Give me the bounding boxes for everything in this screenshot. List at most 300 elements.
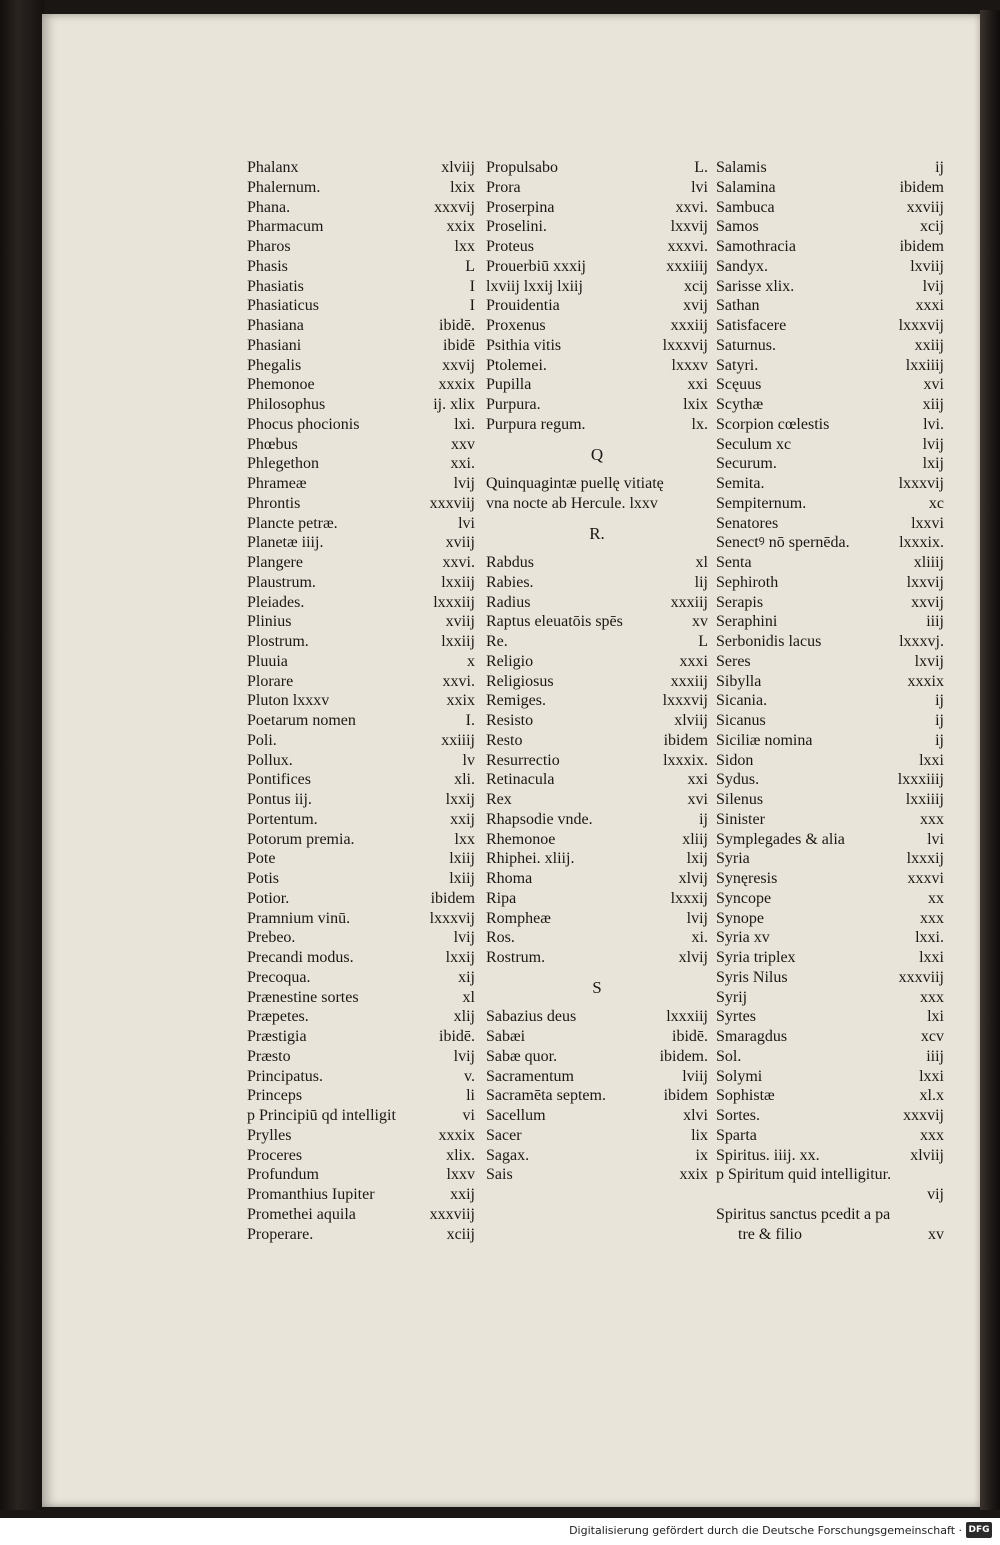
index-entry [486, 158, 708, 178]
index-term: Rhemonoe [486, 830, 556, 848]
index-ref: xviij [445, 534, 475, 552]
index-ref: x [467, 652, 475, 670]
index-term: Profundum [247, 1166, 319, 1184]
index-term: Pollux. [247, 751, 293, 769]
index-term: Phemonoe [247, 376, 315, 394]
index-ref: iiij [926, 1047, 944, 1065]
index-entry [716, 1086, 944, 1106]
index-term: Sparta [716, 1126, 757, 1144]
index-entry [716, 435, 944, 455]
index-entry [247, 395, 475, 415]
index-entry [247, 1106, 475, 1126]
index-entry [486, 257, 708, 277]
index-entry [247, 672, 475, 692]
index-ref: I [469, 297, 475, 315]
index-ref: L. [694, 159, 708, 176]
index-ref: lvij [686, 909, 708, 927]
index-entry [486, 1106, 708, 1126]
index-entry [486, 731, 708, 751]
index-entry [716, 909, 944, 929]
index-entry [716, 1007, 944, 1027]
index-entry [247, 790, 475, 810]
index-term: Potis [247, 870, 280, 887]
index-ref: xlvij [678, 870, 708, 887]
index-entry [486, 751, 708, 771]
index-ref: xxij [450, 1186, 475, 1203]
index-entry [247, 573, 475, 593]
index-term: Pontifices [247, 771, 311, 789]
index-ref: xl [695, 554, 708, 571]
index-term: Rhapsodie vnde. [486, 810, 593, 828]
index-entry [716, 1067, 944, 1087]
index-ref: xxx [920, 988, 944, 1006]
index-ref: xxx [920, 1126, 944, 1144]
index-ref: lvi [458, 514, 475, 532]
index-entry [716, 968, 944, 988]
index-entry [716, 691, 944, 711]
index-ref: xxxiij [670, 593, 708, 611]
index-entry [716, 790, 944, 810]
index-term: Sicania. [716, 692, 768, 710]
index-ref: xviij [445, 613, 475, 631]
index-term: Phlegethon [247, 455, 319, 473]
index-term: Phrameæ [247, 475, 307, 492]
index-term: Rabies. [486, 573, 534, 591]
index-entry [716, 415, 944, 435]
index-ref: xxxviij [898, 968, 944, 986]
index-term: Rostrum. [486, 949, 546, 966]
index-entry [247, 889, 475, 909]
index-entry [716, 1146, 944, 1166]
index-term: Ripa [486, 889, 517, 907]
index-entry [716, 395, 944, 415]
index-term: Proteus [486, 238, 534, 255]
index-entry [716, 217, 944, 237]
index-ref: lxxiij [441, 573, 475, 591]
funding-notice: Digitalisierung gefördert durch die Deutsche Forschungsgemeinschaft · [569, 1524, 962, 1537]
index-entry [486, 948, 708, 968]
index-entry [247, 296, 475, 316]
index-entry [716, 336, 944, 356]
index-ref: lxij [922, 455, 944, 473]
index-entry [716, 514, 944, 534]
index-term: Religiosus [486, 672, 554, 690]
index-ref: ij. xlix [433, 396, 475, 413]
index-ref: ij [935, 731, 944, 749]
index-entry [247, 198, 475, 218]
index-entry [247, 612, 475, 632]
index-ref: ij [699, 810, 708, 828]
index-ref: xxx [920, 810, 944, 828]
index-term: Sagax. [486, 1146, 530, 1164]
index-term: Re. [486, 633, 508, 650]
index-term: Resisto [486, 712, 534, 729]
index-ref: ibidē. [439, 1028, 475, 1045]
index-entry [247, 533, 475, 553]
index-ref: xxiiij [441, 731, 475, 749]
index-ref: lxxvi [911, 514, 944, 532]
index-term: Spiritus sanctus pcedit a pa [716, 1205, 891, 1223]
index-entry [486, 909, 708, 929]
index-term: Phrontis [247, 494, 301, 512]
index-entry [716, 751, 944, 771]
index-ref: xvi [687, 791, 708, 808]
index-term: Sathan [716, 297, 760, 315]
index-term: Synope [716, 909, 764, 927]
index-entry [716, 889, 944, 909]
index-ref: lxxxij [906, 850, 944, 868]
index-ref: lxxiiij [905, 791, 944, 808]
index-term: Phasis [247, 257, 288, 275]
index-term: Prebeo. [247, 929, 296, 947]
index-term: Phasiani [247, 336, 302, 354]
index-ref: xxxiij [670, 672, 708, 690]
index-term: Rompheæ [486, 909, 551, 927]
index-term: Sidon [716, 751, 754, 769]
index-ref: xliiij [913, 554, 944, 571]
index-term: Sydus. [716, 771, 760, 789]
index-term: Syria xv [716, 929, 770, 947]
index-term: Sais [486, 1166, 513, 1184]
index-term: p Spiritum quid intelligitur. [716, 1166, 892, 1184]
index-term: Promethei aquila [247, 1205, 356, 1223]
index-term: Plancte petræ. [247, 514, 338, 532]
index-entry [486, 415, 708, 435]
index-term: Senatores [716, 514, 779, 532]
index-term: Sol. [716, 1047, 742, 1065]
index-ref: lxxiiij [905, 356, 944, 374]
index-ref: ibidem [899, 178, 944, 196]
index-term: Serbonidis lacus [716, 633, 822, 650]
index-ref: xl.x [919, 1087, 944, 1105]
index-ref: xlviij [674, 712, 708, 729]
index-entry [247, 849, 475, 869]
index-ref: xcv [920, 1028, 944, 1045]
index-entry [247, 1007, 475, 1027]
index-term: Semita. [716, 475, 765, 492]
index-ref: lxxxvij [662, 336, 708, 354]
index-ref: lxxi [919, 1067, 944, 1085]
index-term: Sinister [716, 810, 765, 828]
index-ref: xvij [683, 297, 708, 315]
index-term: Sarisse xlix. [716, 277, 795, 295]
index-ref: lxxij [445, 949, 475, 966]
index-term: Purpura regum. [486, 415, 586, 433]
index-ref: lvij [922, 435, 944, 453]
index-entry [247, 1185, 475, 1205]
index-ref: ij [935, 159, 944, 176]
index-term: Syrtes [716, 1008, 756, 1026]
index-term: p Principiū qd intelligit [247, 1107, 396, 1124]
index-entry [486, 296, 708, 316]
q-entry-line-2: vna nocte ab Hercule. lxxv [486, 494, 658, 512]
index-entry [486, 830, 708, 850]
index-ref: lvij [453, 475, 475, 492]
index-entry [247, 514, 475, 534]
index-term: Principatus. [247, 1067, 323, 1085]
index-entry [247, 158, 475, 178]
index-entry [247, 751, 475, 771]
index-entry [716, 632, 944, 652]
index-ref: ibidē. [672, 1028, 708, 1045]
index-entry [486, 553, 708, 573]
index-ref: lxviij [910, 257, 944, 275]
index-entry [486, 1086, 708, 1106]
index-entry [486, 356, 708, 376]
index-entry [486, 217, 708, 237]
index-entry [486, 237, 708, 257]
index-entry [486, 770, 708, 790]
index-term: Phana. [247, 198, 291, 216]
index-entry [716, 375, 944, 395]
index-ref: lxxij [445, 791, 475, 808]
index-ref: ibidem. [659, 1047, 708, 1065]
index-entry [247, 1086, 475, 1106]
index-entry [716, 830, 944, 850]
index-term: Syncope [716, 889, 772, 907]
index-entry [247, 454, 475, 474]
index-term: Resto [486, 731, 523, 749]
index-ref: xciij [446, 1225, 475, 1243]
index-term: Proceres [247, 1146, 303, 1164]
index-term: Syria triplex [716, 949, 796, 966]
index-term: Synęresis [716, 870, 778, 887]
index-ref: lxxxvij [898, 317, 944, 334]
index-ref: ibidē. [439, 317, 475, 334]
index-term: Samos [716, 218, 759, 236]
index-ref: lxxxix. [899, 534, 944, 552]
index-ref: lxxvij [670, 218, 708, 236]
index-ref: xxix [446, 692, 475, 710]
index-term: lxviij lxxij lxiij [486, 277, 583, 295]
index-ref: xlix. [446, 1146, 475, 1164]
index-ref: vij [927, 1186, 944, 1203]
index-ref: xxix [679, 1166, 708, 1184]
index-term: Pharmacum [247, 218, 324, 236]
index-entry [486, 612, 708, 632]
index-term: Phasiatis [247, 277, 304, 295]
index-ref: xxxviij [429, 494, 475, 512]
index-entry [716, 593, 944, 613]
index-term: Pramnium vinū. [247, 909, 351, 927]
index-ref: xxiij [914, 336, 944, 354]
index-term: Sabæ quor. [486, 1047, 558, 1065]
index-entry [247, 474, 475, 494]
index-entry [486, 1165, 708, 1185]
index-ref: lxxxiij [666, 1008, 708, 1026]
index-ref: lxxxix. [663, 751, 708, 769]
index-entry [247, 909, 475, 929]
index-column-3 [716, 158, 944, 1244]
index-entry [716, 1047, 944, 1067]
index-ref: lxxxij [670, 889, 708, 907]
index-term: Rex [486, 791, 512, 808]
index-ref: ibidem [430, 889, 475, 907]
index-ref: lxxi [919, 949, 944, 966]
index-term: Symplegades & alia [716, 830, 845, 848]
index-ref: xi. [691, 929, 708, 947]
index-entry [716, 731, 944, 751]
index-term: Scęuus [716, 376, 762, 394]
index-term: Serapis [716, 593, 764, 611]
index-entry [247, 375, 475, 395]
index-term: Sandyx. [716, 257, 768, 275]
dfg-logo: DFG [966, 1522, 992, 1538]
index-term: Prora [486, 178, 521, 196]
index-entry [716, 1106, 944, 1126]
index-ref: ibidē [443, 336, 475, 354]
index-entry [247, 731, 475, 751]
index-ref: xxv [451, 435, 475, 453]
index-term: Sacer [486, 1126, 522, 1144]
index-entry [486, 336, 708, 356]
index-entry [486, 790, 708, 810]
index-ref: xxx [920, 909, 944, 927]
index-column-2 [486, 158, 708, 1185]
index-ref: lxxvij [906, 573, 944, 591]
index-term: Proxenus [486, 317, 546, 334]
index-term: Plaustrum. [247, 573, 316, 591]
index-term: Sacellum [486, 1107, 546, 1124]
q-entry-line-1: Quinquagintæ puellę vitiatę [486, 475, 664, 492]
index-entry [716, 810, 944, 830]
index-entry [247, 988, 475, 1008]
index-term: Precoqua. [247, 968, 311, 986]
index-entry [486, 810, 708, 830]
index-ref: xlviij [441, 159, 475, 176]
index-term: Sephiroth [716, 573, 779, 591]
page-edge [980, 10, 1000, 1510]
index-ref: xv [928, 1225, 944, 1243]
index-term: Poetarum nomen [247, 712, 356, 729]
index-term: Propulsabo [486, 159, 558, 176]
index-term: Phasiana [247, 317, 304, 334]
index-term: Phalernum. [247, 178, 321, 196]
index-term: Philosophus [247, 396, 326, 413]
index-term: Satisfacere [716, 317, 787, 334]
index-term: Satyri. [716, 356, 759, 374]
index-term: Senectꝰ nō spernēda. [716, 534, 850, 552]
index-term: Seres [716, 652, 751, 670]
index-term: Prænestine sortes [247, 988, 359, 1006]
index-term: Scorpion cœlestis [716, 415, 830, 433]
index-ref: xxxvij [434, 198, 475, 216]
index-entry [486, 277, 708, 297]
index-ref: lxxi [919, 751, 944, 769]
index-ref: lv [462, 751, 475, 769]
index-term: Smaragdus [716, 1028, 788, 1045]
index-entry [716, 454, 944, 474]
index-entry [247, 316, 475, 336]
index-ref: xxvi. [442, 672, 475, 690]
index-ref: xlij [453, 1008, 475, 1026]
index-ref: xcij [684, 277, 708, 295]
index-ref: lxiij [449, 870, 475, 887]
index-term: Salamis [716, 159, 767, 176]
index-ref: xxi [687, 376, 708, 394]
index-entry [486, 632, 708, 652]
index-term: Phalanx [247, 159, 299, 176]
index-ref: xl [462, 988, 475, 1006]
index-term: Senta [716, 554, 752, 571]
index-entry [247, 1165, 475, 1185]
index-ref: L [465, 257, 475, 275]
index-entry [247, 928, 475, 948]
index-entry [716, 494, 944, 514]
index-entry [486, 1007, 708, 1027]
index-term: Præpetes. [247, 1008, 309, 1026]
section-heading-s: S [592, 977, 602, 997]
index-ref: lxij [686, 850, 708, 868]
index-ref: lvij [922, 277, 944, 295]
index-entry [247, 1205, 475, 1225]
index-term: Solymi [716, 1067, 763, 1085]
index-term: Proselini. [486, 218, 547, 236]
index-ref: xlvi [683, 1107, 708, 1124]
index-entry [716, 158, 944, 178]
index-entry [247, 691, 475, 711]
index-ref: lxxiij [441, 633, 475, 650]
index-ref: xxij [450, 810, 475, 828]
index-term: Retinacula [486, 771, 555, 789]
index-ref: xcij [920, 218, 944, 236]
index-term: Proserpina [486, 198, 555, 216]
index-term: Phœbus [247, 435, 298, 453]
index-entry [486, 1047, 708, 1067]
index-term: Planetæ iiij. [247, 534, 324, 552]
index-term: Spiritus. iiij. xx. [716, 1146, 820, 1164]
index-entry [247, 336, 475, 356]
index-term: Syria [716, 850, 750, 868]
index-ref: vi [462, 1107, 475, 1124]
index-entry [247, 652, 475, 672]
index-term: Properare. [247, 1225, 314, 1243]
index-term: Pupilla [486, 376, 532, 394]
index-ref: lxx [454, 830, 475, 848]
index-term: Rhiphei. xliij. [486, 850, 575, 868]
index-entry [247, 632, 475, 652]
index-ref: lxvij [914, 652, 944, 670]
index-entry [247, 217, 475, 237]
section-heading-q: Q [590, 444, 604, 464]
index-term: Saturnus. [716, 336, 776, 354]
index-term: Silenus [716, 791, 764, 808]
index-entry [247, 948, 475, 968]
index-entry [486, 1146, 708, 1166]
index-ref: lxi. [454, 415, 475, 433]
index-term: Sibylla [716, 672, 762, 690]
index-term: Rabdus [486, 554, 534, 571]
index-term: Potorum premia. [247, 830, 355, 848]
index-entry [247, 1047, 475, 1067]
index-term: Pluton lxxxv [247, 692, 330, 710]
index-term: Sortes. [716, 1107, 760, 1124]
index-ref: xlviij [910, 1146, 944, 1164]
index-term: Pote [247, 850, 276, 868]
index-ref: xxi [687, 771, 708, 789]
index-entry [716, 474, 944, 494]
index-ref: xxix [446, 218, 475, 236]
index-term: Radius [486, 593, 531, 611]
index-ref: lvi [691, 178, 708, 196]
index-ref: lxxxv [671, 356, 708, 374]
index-term: Sicanus [716, 712, 766, 729]
index-ref: L [698, 633, 708, 650]
index-entry [247, 178, 475, 198]
index-term: Phegalis [247, 356, 302, 374]
index-term: Plostrum. [247, 633, 309, 650]
index-entry [486, 691, 708, 711]
